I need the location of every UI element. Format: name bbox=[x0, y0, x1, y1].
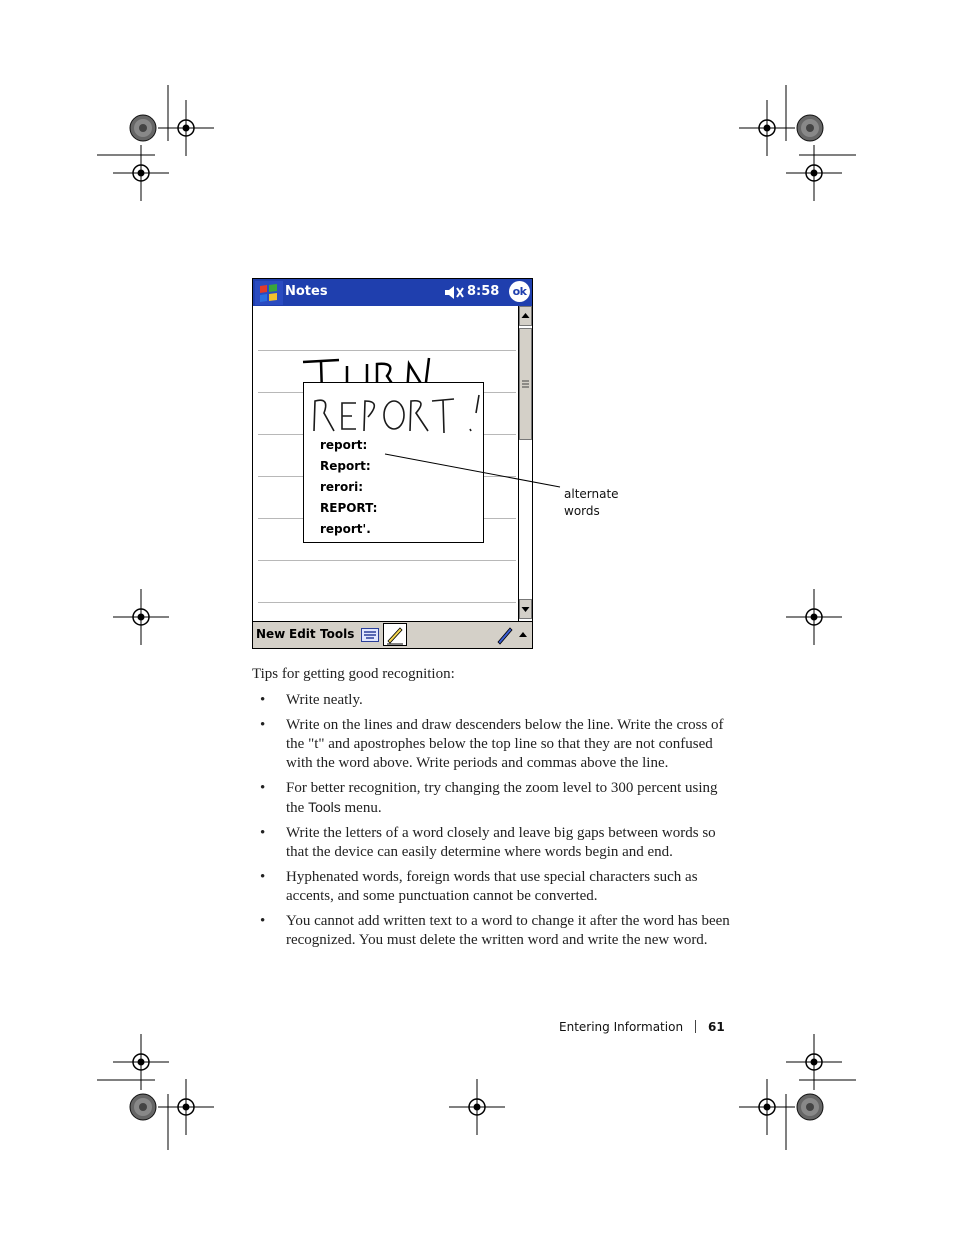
page-footer bbox=[559, 1020, 725, 1034]
footer-divider bbox=[695, 1020, 696, 1033]
tip-item bbox=[260, 779, 730, 818]
callout-line-2: words bbox=[564, 504, 600, 518]
callout-line-1: alternate bbox=[564, 487, 619, 501]
section-title: Entering Information bbox=[559, 1020, 684, 1034]
tips-list bbox=[260, 691, 730, 956]
arrow-up-icon bbox=[520, 307, 531, 325]
callout-leader-line bbox=[380, 450, 564, 490]
bullet-icon: • bbox=[260, 869, 266, 885]
tip-text: You cannot add written text to a word to change it after the word has been recognized. You must delete the written word and write the new word. bbox=[286, 913, 730, 948]
tip-text: Write on the lines and draw descenders below the line. Write the cross of the "t" and apostrophes below the top line so that they are not confused with the word above. Write periods and commas above the line. bbox=[286, 717, 724, 771]
grip-icon bbox=[520, 329, 531, 439]
alternate-word[interactable]: report'. bbox=[320, 522, 371, 536]
arrow-down-icon bbox=[520, 600, 531, 618]
start-menu-icon[interactable] bbox=[255, 281, 283, 305]
pen-icon[interactable] bbox=[496, 625, 514, 645]
tip-text: Write neatly. bbox=[286, 692, 363, 708]
menu-tools[interactable]: Tools bbox=[320, 627, 355, 641]
menu-edit[interactable]: Edit bbox=[289, 627, 316, 641]
tip-item bbox=[260, 912, 730, 950]
scroll-down-button[interactable] bbox=[519, 599, 532, 619]
note-line bbox=[258, 602, 516, 603]
tip-item bbox=[260, 716, 730, 773]
keyboard-icon[interactable] bbox=[361, 628, 379, 642]
alternate-word[interactable]: Report: bbox=[320, 459, 371, 473]
page-number: 61 bbox=[708, 1020, 725, 1034]
alternate-word[interactable]: REPORT: bbox=[320, 501, 378, 515]
callout-alternate-words bbox=[564, 486, 619, 520]
bullet-icon: • bbox=[260, 717, 266, 733]
alternate-word[interactable]: report: bbox=[320, 438, 368, 452]
bullet-icon: • bbox=[260, 780, 266, 796]
tip-text: For better recognition, try changing the zoom level to 300 percent using the bbox=[286, 780, 718, 816]
bullet-icon: • bbox=[260, 913, 266, 929]
tip-text: menu. bbox=[340, 800, 382, 816]
scroll-thumb[interactable] bbox=[519, 328, 532, 440]
menu-new[interactable]: New bbox=[256, 627, 286, 641]
tip-text: Write the letters of a word closely and leave big gaps between words so that the device can easily determine where words begin and end. bbox=[286, 825, 716, 860]
title-bar bbox=[253, 279, 532, 306]
input-menu-arrow-icon[interactable] bbox=[517, 628, 529, 642]
tip-item bbox=[260, 824, 730, 862]
note-line bbox=[258, 350, 516, 351]
scroll-up-button[interactable] bbox=[519, 306, 532, 326]
menu-bar bbox=[253, 621, 532, 648]
tip-item bbox=[260, 868, 730, 906]
note-line bbox=[258, 560, 516, 561]
bullet-icon: • bbox=[260, 692, 266, 708]
alternate-word[interactable]: rerori: bbox=[320, 480, 364, 494]
pen-button-icon[interactable] bbox=[383, 623, 407, 646]
bullet-icon: • bbox=[260, 825, 266, 841]
handwriting-report bbox=[308, 389, 483, 439]
tip-item bbox=[260, 691, 730, 710]
app-title: Notes bbox=[285, 284, 328, 299]
clock[interactable]: 8:58 bbox=[467, 284, 500, 299]
tools-menu-reference: Tools bbox=[308, 799, 341, 815]
speaker-muted-icon[interactable] bbox=[443, 283, 465, 302]
tip-text: Hyphenated words, foreign words that use special characters such as accents, and some punctuation cannot be converted. bbox=[286, 869, 698, 904]
tips-intro: Tips for getting good recognition: bbox=[252, 666, 455, 682]
ok-button[interactable]: ok bbox=[509, 281, 530, 302]
